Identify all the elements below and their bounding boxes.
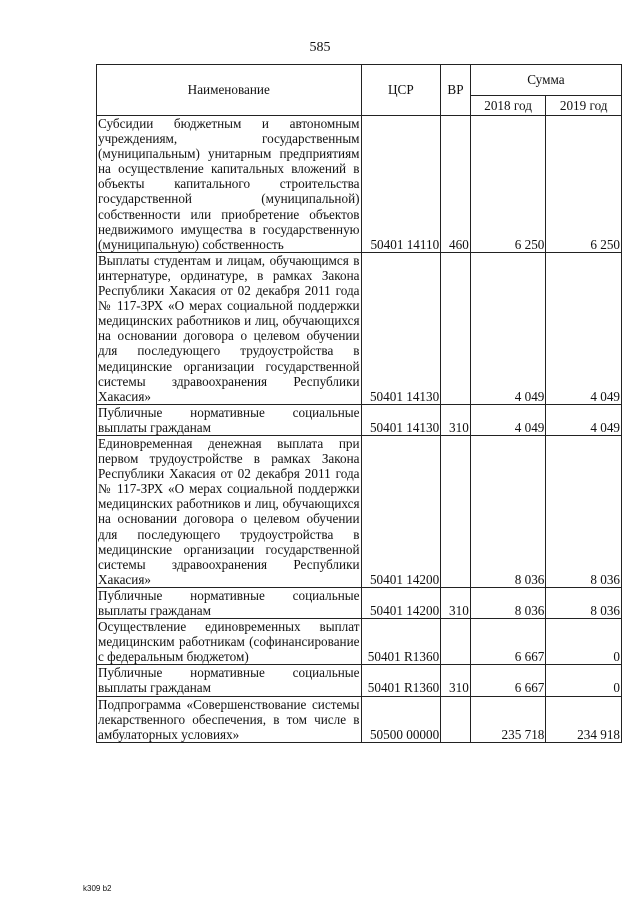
header-sum: Сумма xyxy=(470,65,621,96)
row-vr xyxy=(441,696,471,742)
row-csr: 50401 14200 xyxy=(361,435,441,587)
row-csr: 50401 R1360 xyxy=(361,665,441,696)
table-row xyxy=(97,587,622,618)
row-vr xyxy=(441,435,471,587)
row-sum-2018: 6 250 xyxy=(470,116,546,253)
row-sum-2018: 8 036 xyxy=(470,587,546,618)
table-row xyxy=(97,696,622,742)
row-sum-2019: 4 049 xyxy=(546,404,622,435)
table-row xyxy=(97,435,622,587)
row-csr: 50500 00000 xyxy=(361,696,441,742)
header-vr: ВР xyxy=(441,65,471,116)
row-sum-2018: 6 667 xyxy=(470,665,546,696)
row-vr: 460 xyxy=(441,116,471,253)
row-vr: 310 xyxy=(441,404,471,435)
header-year-2018: 2018 год xyxy=(470,96,546,116)
row-sum-2018: 4 049 xyxy=(470,252,546,404)
row-sum-2019: 234 918 xyxy=(546,696,622,742)
row-name: Выплаты студентам и лицам, обучающимся в интернатуре, ординатуре, в рамках Закона Республики Хакасия от 02 декабря 2011 года № 117-ЗРХ «О мерах социальной поддержки медицинских работников и лиц, обучающихся на основании договора о целевом обучении для последующего трудоустройства в медицинские организации государственной системы здравоохранения Республики Хакасия» xyxy=(98,252,360,404)
row-name: Субсидии бюджетным и автономным учреждениям, государственным (муниципальным) унитарным предприятиям на осуществление капитальных вложений в объекты капитального строительства государственной (муниципальной) собственности или приобретение объектов недвижимого имущества в государственную (муниципальную) собственность xyxy=(98,116,360,252)
row-name: Подпрограмма «Совершенствование системы лекарственного обеспечения, в том числе в амбулаторных условиях» xyxy=(98,696,360,742)
table-row xyxy=(97,665,622,696)
row-name: Публичные нормативные социальные выплаты гражданам xyxy=(98,665,360,696)
row-vr xyxy=(441,252,471,404)
row-sum-2018: 4 049 xyxy=(470,404,546,435)
row-name: Осуществление единовременных выплат медицинским работникам (софинансирование с федеральным бюджетом) xyxy=(98,619,360,665)
row-sum-2019: 0 xyxy=(546,619,622,665)
row-sum-2018: 8 036 xyxy=(470,435,546,587)
row-vr: 310 xyxy=(441,665,471,696)
table-row xyxy=(97,619,622,665)
row-name: Публичные нормативные социальные выплаты гражданам xyxy=(98,587,360,618)
row-sum-2019: 4 049 xyxy=(546,252,622,404)
header-name: Наименование xyxy=(97,65,362,116)
row-csr: 50401 14130 xyxy=(361,252,441,404)
row-sum-2019: 0 xyxy=(546,665,622,696)
budget-table xyxy=(96,64,622,743)
row-sum-2019: 8 036 xyxy=(546,435,622,587)
row-sum-2018: 235 718 xyxy=(470,696,546,742)
row-name: Единовременная денежная выплата при первом трудоустройстве в рамках Закона Республики Хакасия от 02 декабря 2011 года № 117-ЗРХ «О мерах социальной поддержки медицинских работников и лиц, обучающихся на основании договора о целевом обучении для последующего трудоустройства в медицинские организации государственной системы здравоохранения Республики Хакасия» xyxy=(98,435,360,587)
page-number: 585 xyxy=(309,40,331,55)
row-name: Публичные нормативные социальные выплаты гражданам xyxy=(98,404,360,435)
footer-code: k309 b2 xyxy=(83,884,112,893)
row-sum-2019: 8 036 xyxy=(546,587,622,618)
row-sum-2018: 6 667 xyxy=(470,619,546,665)
row-csr: 50401 14200 xyxy=(361,587,441,618)
row-csr: 50401 R1360 xyxy=(361,619,441,665)
row-sum-2019: 6 250 xyxy=(546,116,622,253)
header-year-2019: 2019 год xyxy=(546,96,622,116)
row-csr: 50401 14110 xyxy=(361,116,441,253)
row-vr: 310 xyxy=(441,587,471,618)
header-csr: ЦСР xyxy=(361,65,441,116)
table-row xyxy=(97,252,622,404)
row-csr: 50401 14130 xyxy=(361,404,441,435)
table-row xyxy=(97,116,622,253)
table-row xyxy=(97,404,622,435)
row-vr xyxy=(441,619,471,665)
